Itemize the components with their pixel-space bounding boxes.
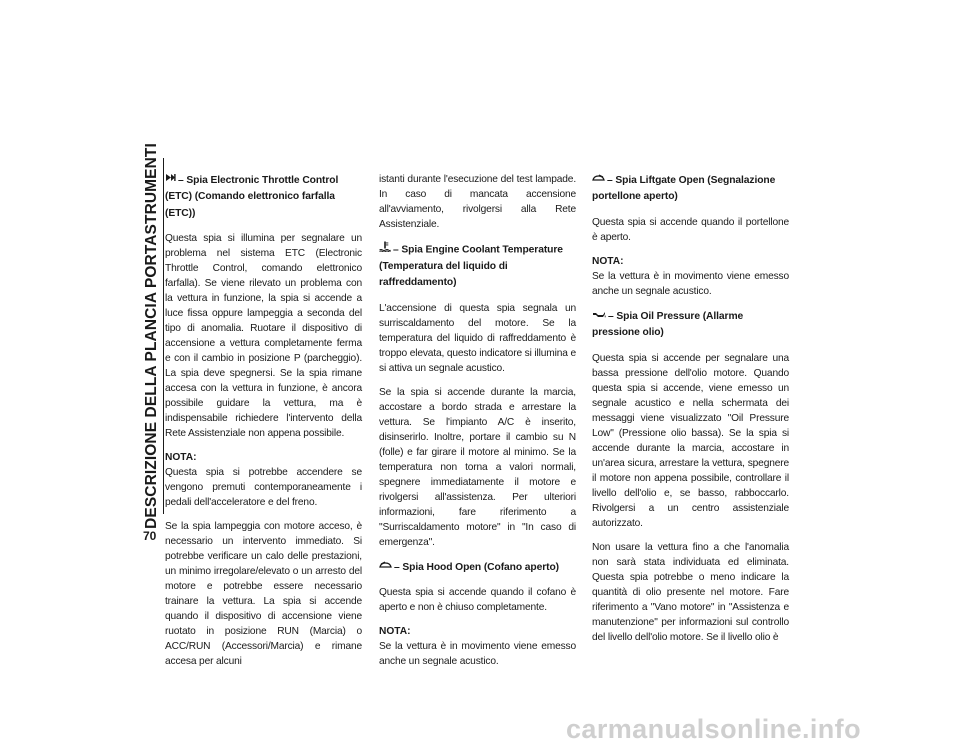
paragraph: Questa spia si accende quando il cofano è aperto e non è chiuso completamente. bbox=[379, 587, 576, 614]
note-label: NOTA: bbox=[379, 626, 411, 638]
etc-throttle-icon bbox=[165, 172, 176, 189]
note-text: Se la vettura è in movimento viene emesso anche un segnale acustico. bbox=[592, 270, 789, 297]
paragraph: Questa spia si accende quando il portellone è aperto. bbox=[592, 216, 789, 243]
page-number: 70 bbox=[143, 529, 157, 543]
note-text: Questa spia si potrebbe accendere se vengono premuti contemporaneamente i pedali dell'acceleratore e del freno. bbox=[165, 467, 362, 509]
heading-liftgate: – Spia Liftgate Open (Segnalazione portellone aperto) bbox=[592, 172, 789, 206]
paragraph: istanti durante l'esecuzione del test lampade. In caso di mancata accensione all'avviamento, rivolgersi alla Rete Assistenziale. bbox=[379, 174, 576, 230]
heading-etc: – Spia Electronic Throttle Control (ETC) (Comando elettronico farfalla (ETC)) bbox=[165, 172, 362, 222]
note-text: Se la vettura è in movimento viene emesso anche un segnale acustico. bbox=[379, 641, 576, 668]
paragraph: Non usare la vettura fino a che l'anomalia non sarà stata individuata ed eliminata. Questa spia potrebbe o meno indicare la quantità di olio presente nel motore. Fare riferimento a "Vano motore" in "Assistenza e manutenzione" per informazioni sul controllo del livello dell'olio motore. Se il livello olio è bbox=[592, 541, 789, 643]
note-label: NOTA: bbox=[165, 452, 197, 464]
section-side-title bbox=[142, 143, 162, 529]
paragraph: Questa spia si illumina per segnalare un problema nel sistema ETC (Electronic Throttle Control, comando elettronico farfalla). Se viene rilevato un problema con la vettura in funzione, la spia si accende a luce fissa oppure lampeggia a seconda del tipo di anomalia. Ruotare il dispositivo di accensione a vettura completamente ferma e con il cambio in posizione P (parcheggio). La spia deve spegnersi. Se la spia rimane accesa con la vettura in funzione, è ancora possibile guidare la vettura, ma è indispensabile richiedere l'intervento della Rete Assistenziale non appena possibile. bbox=[165, 233, 362, 440]
paragraph: Questa spia si accende per segnalare una bassa pressione dell'olio motore. Quando questa spia si accende, viene emesso un segnale acustico e nella schermata dei messaggi viene visualizzato "Oil Pressure Low" (Pressione olio bassa). Se la spia si accende durante la marcia, accostare in un'area sicura, arrestare la vettura, spegnere il motore non appena possibile, controllare il livello dell'olio e, se basso, rabboccarlo. Rivolgersi a un centro assistenziale autorizzato. bbox=[592, 352, 789, 529]
watermark-text: carmanualsonline.info bbox=[566, 714, 861, 744]
side-divider bbox=[163, 158, 164, 514]
hood-open-icon bbox=[379, 559, 392, 576]
note-label: NOTA: bbox=[592, 255, 624, 267]
heading-oil-pressure: – Spia Oil Pressure (Allarme pressione olio) bbox=[592, 308, 789, 342]
heading-hood: – Spia Hood Open (Cofano aperto) bbox=[379, 559, 576, 576]
paragraph: Se la spia si accende durante la marcia, accostare a bordo strada e arrestare la vettura. Se l'impianto A/C è inserito, disinserirlo. Inoltre, portare il cambio su N (folle) e far girare il motore al minimo. Se la temperatura non torna a valori normali, spegnere immediatamente il motore e rivolgersi all'assistenza. Per ulteriori informazioni, fare riferimento a "Surriscaldamento motore" in "In caso di emergenza". bbox=[379, 386, 576, 548]
paragraph: L'accensione di questa spia segnala un surriscaldamento del motore. Se la temperatura del liquido di raffreddamento è troppo elevata, questo indicatore si illumina e si attiva un segnale acustico. bbox=[379, 302, 576, 374]
paragraph: Se la spia lampeggia con motore acceso, è necessario un intervento immediato. Si potrebbe verificare un calo delle prestazioni, un minimo irregolare/elevato o un arresto del motore e potrebbe essere necessario trainare la vettura. La spia si accende quando il dispositivo di accensione viene ruotato in posizione RUN (Marcia) o ACC/RUN (Accessori/Marcia) e rimane accesa per alcuni bbox=[165, 521, 362, 668]
heading-coolant: – Spia Engine Coolant Temperature (Temperatura del liquido di raffreddamento) bbox=[379, 241, 576, 292]
text-column-2 bbox=[379, 172, 576, 678]
liftgate-open-icon bbox=[592, 172, 605, 189]
text-column-1 bbox=[165, 172, 362, 678]
text-column-3 bbox=[592, 172, 789, 654]
coolant-temp-icon bbox=[379, 241, 391, 259]
oil-pressure-icon bbox=[592, 308, 606, 325]
section-title-text: DESCRIZIONE DELLA PLANCIA PORTASTRUMENTI bbox=[143, 143, 160, 529]
